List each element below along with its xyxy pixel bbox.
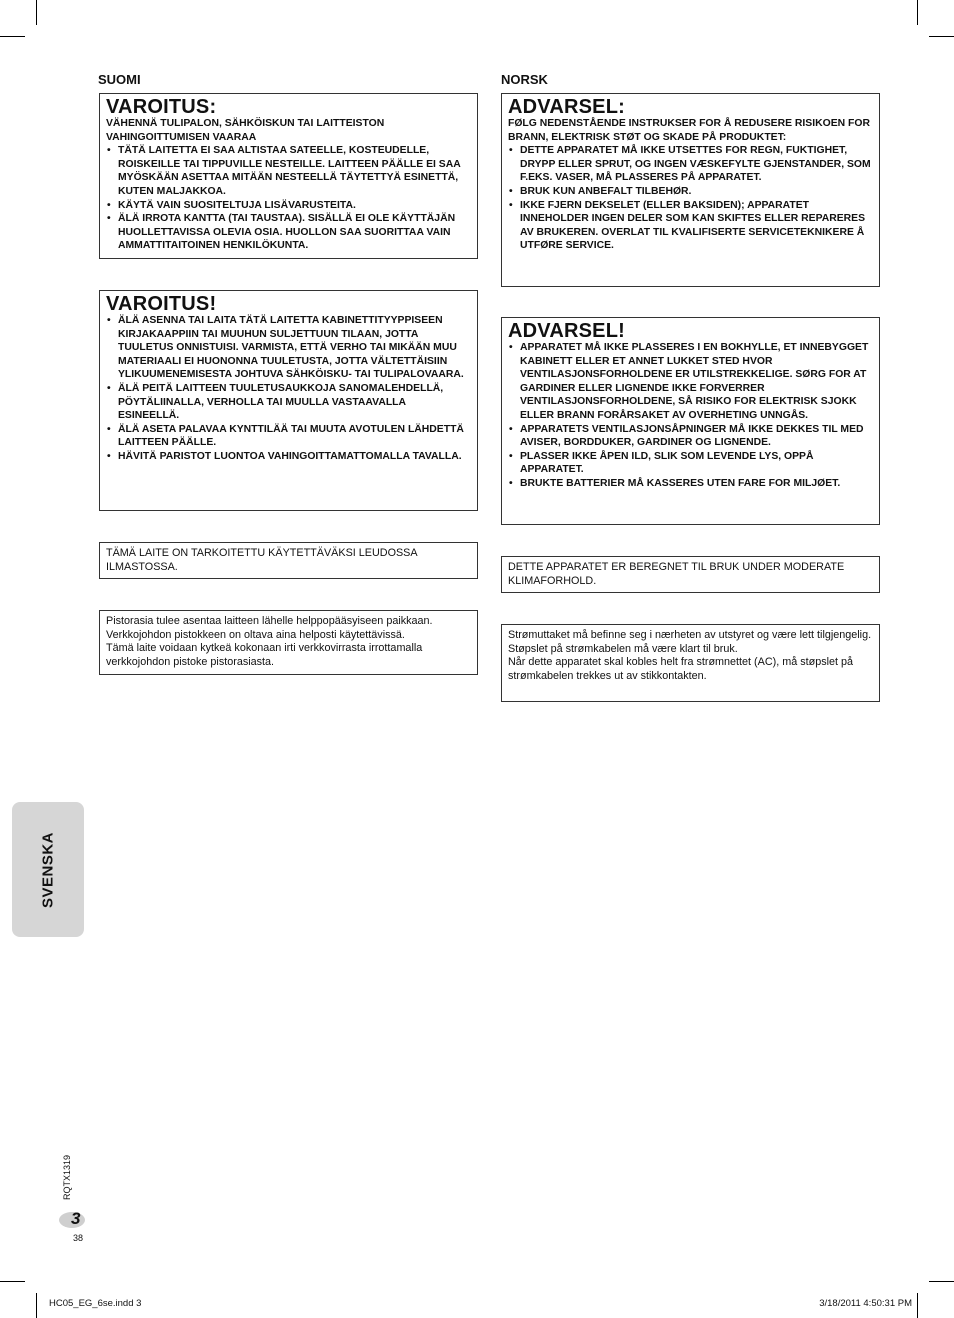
no-warning-list-2: [508, 341, 871, 491]
footer-file: HC05_EG_6se.indd 3: [49, 1298, 142, 1309]
fi-warning-box-1: [99, 93, 478, 259]
fi-climate-note: [99, 542, 478, 579]
note-line: Tämä laite voidaan kytkeä kokonaan irti verkkovirrasta irrottamalla verkkojohdon pistoke pistorasiasta.: [106, 642, 423, 668]
list-item: • APPARATETS VENTILASJONSÅPNINGER MÅ IKKE DEKKES TIL MED AVISER, BORDDUKER, GARDINER OG LIGNENDE.: [508, 423, 871, 450]
crop-mark: [0, 36, 25, 37]
heading-suomi: SUOMI: [98, 72, 141, 87]
no-warning-title-2: ADVARSEL!: [508, 320, 625, 342]
list-item: • ÄLÄ ASETA PALAVAA KYNTTILÄÄ TAI MUUTA AVOTULEN LÄHDETTÄ LAITTEEN PÄÄLLE.: [106, 423, 469, 450]
fi-climate-text: TÄMÄ LAITE ON TARKOITETTU KÄYTETTÄVÄKSI LEUDOSSA ILMASTOSSA.: [106, 547, 417, 573]
list-item: • BRUKTE BATTERIER MÅ KASSERES UTEN FARE FOR MILJØET.: [508, 477, 871, 491]
no-outlet-note: [501, 624, 880, 702]
crop-mark: [929, 36, 954, 37]
fi-warning-list-1: [106, 144, 469, 253]
crop-mark: [0, 1281, 25, 1282]
note-line: Strømuttaket må befinne seg i nærheten av utstyret og være lett tilgjengelig.: [508, 629, 872, 641]
crop-mark: [929, 1281, 954, 1282]
no-warning-intro: FØLG NEDENSTÅENDE INSTRUKSER FOR Å REDUSERE RISIKOEN FOR BRANN, ELEKTRISK STØT OG SKADE PÅ PRODUKTET:: [508, 118, 870, 143]
fi-warning-list-2: [106, 314, 469, 464]
language-tab-label: SVENSKA: [39, 831, 57, 908]
list-item: • BRUK KUN ANBEFALT TILBEHØR.: [508, 185, 871, 199]
no-warning-box-1: [501, 93, 880, 287]
list-item: • KÄYTÄ VAIN SUOSITELTUJA LISÄVARUSTEITA.: [106, 199, 469, 213]
no-warning-list-1: [508, 144, 871, 253]
note-line: Pistorasia tulee asentaa laitteen lähelle helppopääsyiseen paikkaan.: [106, 615, 433, 627]
note-line: Verkkojohdon pistokkeen on oltava aina helposti käytettävissä.: [106, 628, 405, 641]
list-item: • ÄLÄ ASENNA TAI LAITA TÄTÄ LAITETTA KABINETTITYYPPISEEN KIRJAKAAPPIIN TAI MUUHUN SULJETTUUN TILAAN, JOTTA TUULETUS ONNISTUISI. VARMISTA, ETTÄ VERHO TAI MIKÄÄN MUU MATERIAALI EI HUONONNA TUULETUSTA, JOTTA VÄLTETTÄISIIN YLIKUUMENEMISESTA JOHTUVA SÄHKÖISKU- TAI TULIPALOVAARA.: [106, 314, 469, 382]
fi-warning-title-2: VAROITUS!: [106, 293, 217, 315]
crop-mark: [36, 0, 37, 25]
crop-mark: [917, 0, 918, 25]
model-code: RQTX1319: [62, 1154, 72, 1200]
list-item: • ÄLÄ IRROTA KANTTA (TAI TAUSTAA). SISÄLLÄ EI OLE KÄYTTÄJÄN HUOLLETTAVISSA OLEVIA OSIA. HUOLLON SAA SUORITTAA VAIN AMMATTITAITOINEN HENKILÖKUNTA.: [106, 212, 469, 253]
note-line: Støpslet på strømkabelen må være klart til bruk.: [508, 642, 738, 655]
list-item: • DETTE APPARATET MÅ IKKE UTSETTES FOR REGN, FUKTIGHET, DRYPP ELLER SPRUT, OG INGEN VÆSKEFYLTE GJENSTANDER, SOM F.EKS. VASER, MÅ PLASSERES PÅ APPARATET.: [508, 144, 871, 185]
heading-norsk: NORSK: [501, 72, 548, 87]
page-number: 3: [71, 1209, 81, 1228]
list-item: • TÄTÄ LAITETTA EI SAA ALTISTAA SATEELLE, KOSTEUDELLE, ROISKEILLE TAI TIPPUVILLE NESTEILLE. LAITTEEN PÄÄLLE EI SAA MYÖSKÄÄN ASETTAA MITÄÄN NESTEELLÄ TÄYTETTYÄ ESINETTÄ, KUTEN MALJAKKOA.: [106, 144, 469, 198]
fi-warning-intro: VÄHENNÄ TULIPALON, SÄHKÖISKUN TAI LAITTEISTON VAHINGOITTUMISEN VAARAA: [106, 118, 385, 143]
list-item: • IKKE FJERN DEKSELET (ELLER BAKSIDEN); APPARATET INNEHOLDER INGEN DELER SOM KAN SKIFTES ELLER REPARERES AV BRUKEREN. OVERLAT TIL KVALIFISERTE SERVICETEKNIKERE Å UTFØRE SERVICE.: [508, 199, 871, 253]
list-item: • PLASSER IKKE ÅPEN ILD, SLIK SOM LEVENDE LYS, OPPÅ APPARATET.: [508, 450, 871, 477]
sub-page-number: 38: [73, 1233, 84, 1243]
fi-outlet-note: [99, 610, 478, 675]
no-climate-text: DETTE APPARATET ER BEREGNET TIL BRUK UNDER MODERATE KLIMAFORHOLD.: [508, 561, 845, 587]
fi-warning-title-1: VAROITUS:: [106, 96, 217, 118]
list-item: • APPARATET MÅ IKKE PLASSERES I EN BOKHYLLE, ET INNEBYGGET KABINETT ELLER ET ANNET LUKKET STED HVOR VENTILASJONSFORHOLDENE ER UTILSTREKKELIGE. SØRG FOR AT GARDINER ELLER LIGNENDE IKKE FORVERRER VENTILASJONSFORHOLDENE, SÅ RISIKO FOR ELEKTRISK SJOKK ELLER BRANN FORÅRSAKET AV OVERHETING UNNGÅS.: [508, 341, 871, 423]
list-item: • ÄLÄ PEITÄ LAITTEEN TUULETUSAUKKOJA SANOMALEHDELLÄ, PÖYTÄLIINALLA, VERHOLLA TAI MUULLA VASTAAVALLA ESINEELLÄ.: [106, 382, 469, 423]
crop-mark: [917, 1293, 918, 1318]
crop-mark: [36, 1293, 37, 1318]
note-line: Når dette apparatet skal kobles helt fra strømnettet (AC), må støpslet på strømkabelen trekkes ut av stikkontakten.: [508, 656, 854, 682]
language-tab: [12, 802, 84, 937]
no-warning-title-1: ADVARSEL:: [508, 96, 625, 118]
list-item: • HÄVITÄ PARISTOT LUONTOA VAHINGOITTAMATTOMALLA TAVALLA.: [106, 450, 469, 464]
page-number-badge: [59, 1210, 85, 1230]
fi-warning-box-2: [99, 290, 478, 511]
no-warning-box-2: [501, 317, 880, 525]
no-climate-note: [501, 556, 880, 593]
footer-date: 3/18/2011 4:50:31 PM: [819, 1298, 912, 1309]
